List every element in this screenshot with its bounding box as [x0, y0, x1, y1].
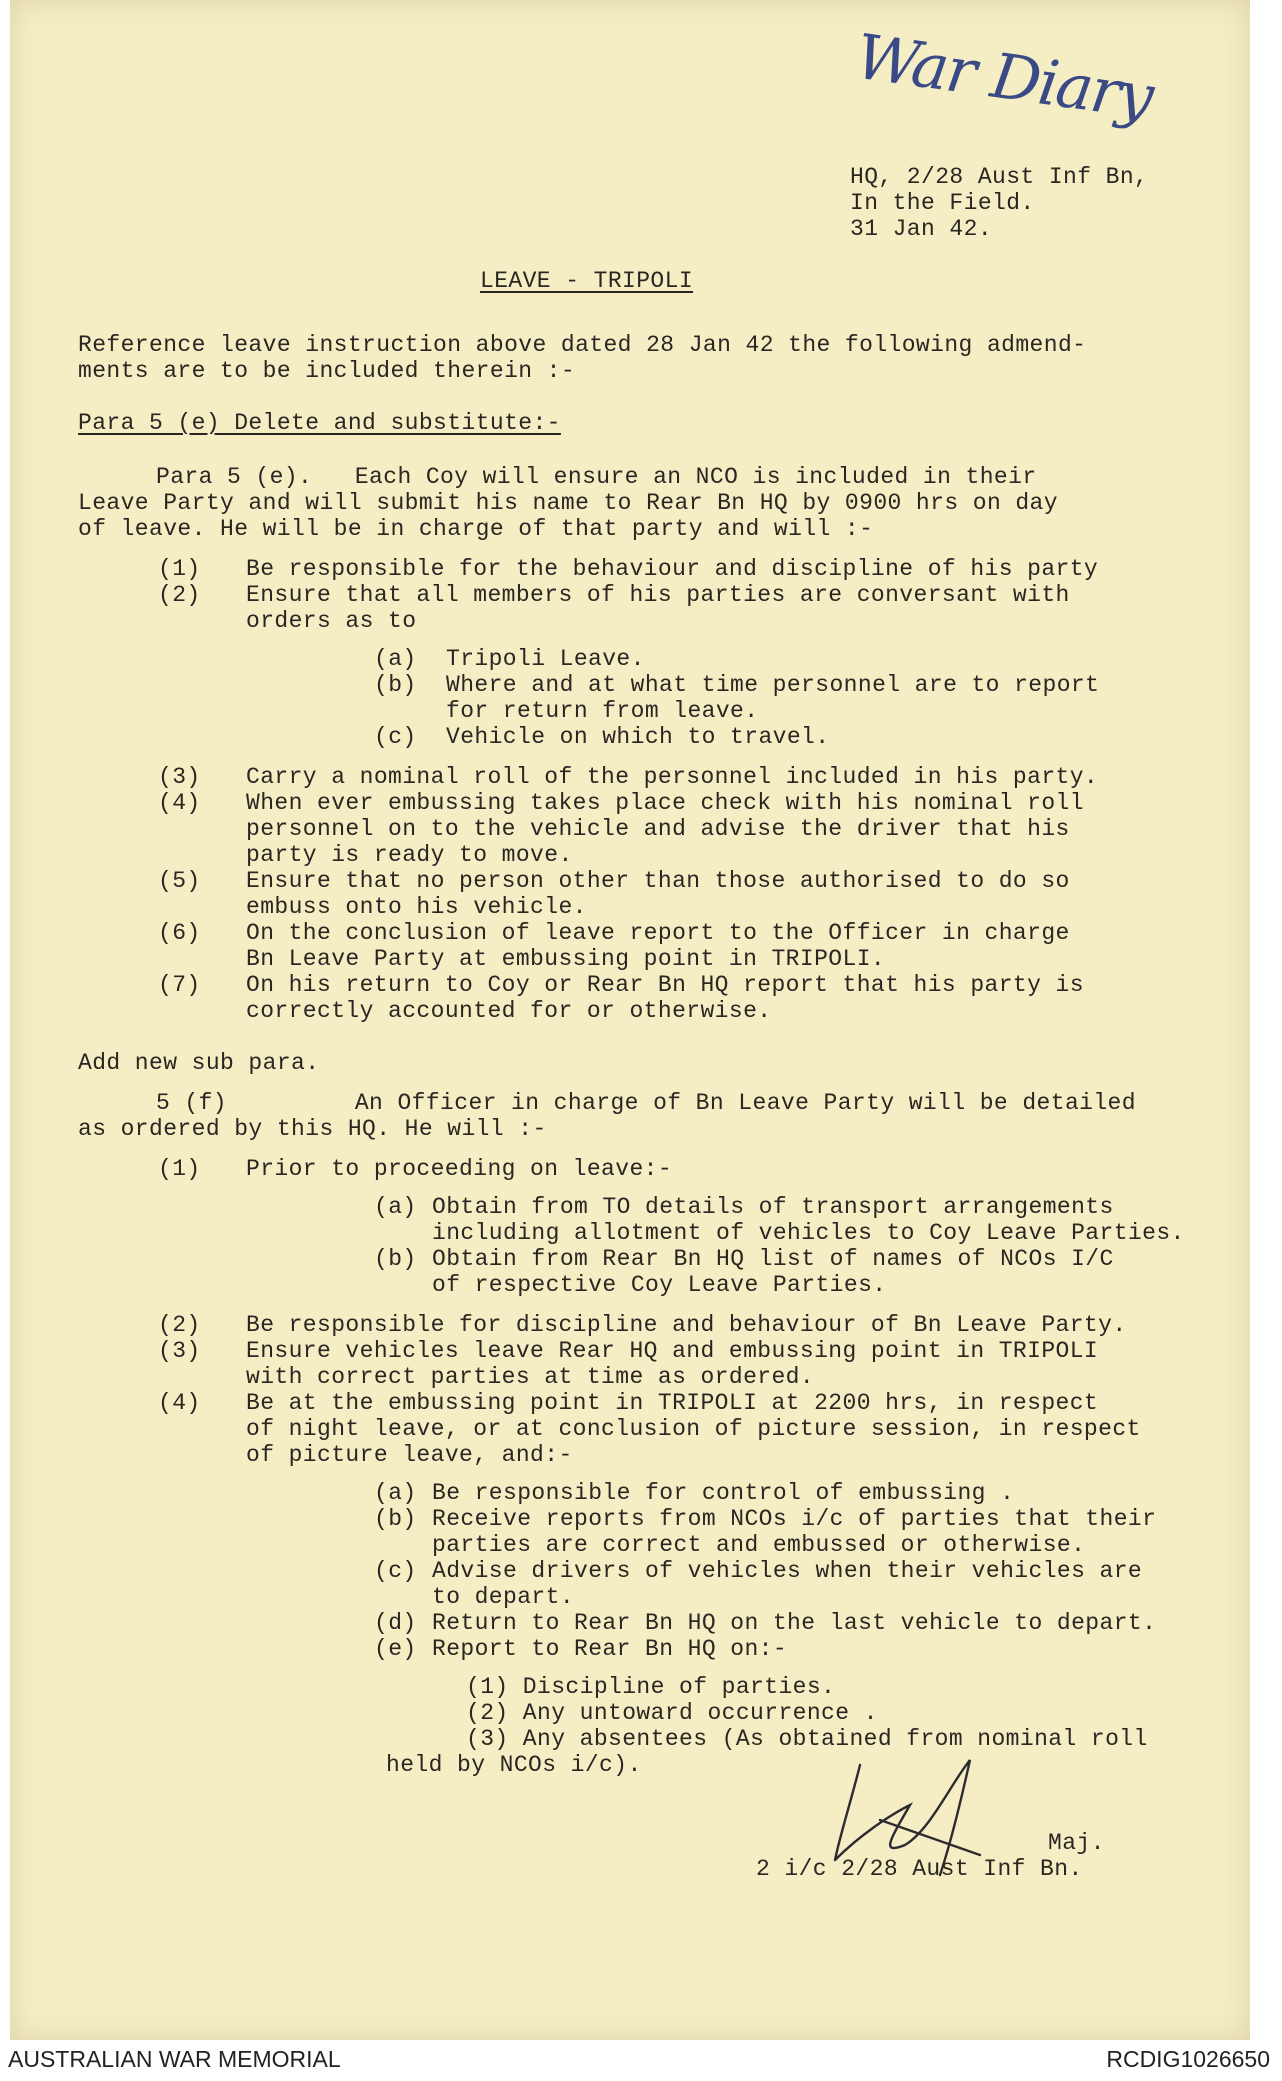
sub-text: of respective Coy Leave Parties.: [432, 1272, 887, 1298]
item-text: Be at the embussing point in TRIPOLI at 2200 hrs, in respect: [246, 1390, 1099, 1416]
sub-text: Be responsible for control of embussing .: [432, 1480, 1015, 1506]
sub-number: (c): [374, 1558, 417, 1584]
item-text: On the conclusion of leave report to the Officer in charge: [246, 920, 1070, 946]
item-text: Ensure that no person other than those authorised to do so: [246, 868, 1070, 894]
sub-text: to depart.: [432, 1584, 575, 1610]
item-text: On his return to Coy or Rear Bn HQ report that his party is: [246, 972, 1084, 998]
sub-text: Vehicle on which to travel.: [446, 724, 830, 750]
sub-number: (c): [374, 724, 417, 750]
sub-text: Advise drivers of vehicles when their vehicles are: [432, 1558, 1143, 1584]
item-text: Bn Leave Party at embussing point in TRIPOLI.: [246, 946, 886, 972]
item-text: orders as to: [246, 608, 417, 634]
sub-text: parties are correct and embussed or otherwise.: [432, 1532, 1086, 1558]
item-number: (3): [158, 1338, 201, 1364]
sub-number: (a): [374, 1480, 417, 1506]
sub-text: Where and at what time personnel are to report: [446, 672, 1100, 698]
item-text: of night leave, or at conclusion of picture session, in respect: [246, 1416, 1141, 1442]
item-number: (1): [158, 1156, 201, 1182]
item-text: Prior to proceeding on leave:-: [246, 1156, 673, 1182]
item-number: (4): [158, 1390, 201, 1416]
item-number: (3): [158, 764, 201, 790]
handwritten-note: War Diary: [851, 19, 1157, 134]
item-text: correctly accounted for or otherwise.: [246, 998, 772, 1024]
para5e-line: Para 5 (e). Each Coy will ensure an NCO is included in their: [156, 464, 1037, 490]
sub-text: Return to Rear Bn HQ on the last vehicle to depart.: [432, 1610, 1157, 1636]
item-text: of picture leave, and:-: [246, 1442, 573, 1468]
intro-line: Reference leave instruction above dated 28 Jan 42 the following admend-: [78, 332, 1087, 358]
item-text: Ensure that all members of his parties are conversant with: [246, 582, 1070, 608]
para5e-line: Leave Party and will submit his name to Rear Bn HQ by 0900 hrs on day: [78, 490, 1058, 516]
sub-text: Obtain from TO details of transport arrangements: [432, 1194, 1114, 1220]
sub-text: Receive reports from NCOs i/c of parties that their: [432, 1506, 1157, 1532]
item-text: Be responsible for the behaviour and discipline of his party: [246, 556, 1099, 582]
report-item: (3) Any absentees (As obtained from nominal roll: [466, 1726, 1148, 1752]
header-location: In the Field.: [850, 190, 1035, 216]
item-number: (5): [158, 868, 201, 894]
sub-text: Report to Rear Bn HQ on:-: [432, 1636, 788, 1662]
item-number: (6): [158, 920, 201, 946]
report-tail: held by NCOs i/c).: [386, 1752, 642, 1778]
item-text: embuss onto his vehicle.: [246, 894, 587, 920]
sub-text: Tripoli Leave.: [446, 646, 645, 672]
signature-rank: Maj.: [1048, 1830, 1105, 1856]
header-date: 31 Jan 42.: [850, 216, 993, 242]
item-text: When ever embussing takes place check with his nominal roll: [246, 790, 1084, 816]
item-text: Ensure vehicles leave Rear HQ and embussing point in TRIPOLI: [246, 1338, 1099, 1364]
signature-position: 2 i/c 2/28 Aust Inf Bn.: [756, 1856, 1083, 1882]
footer-institution: AUSTRALIAN WAR MEMORIAL: [8, 2046, 341, 2072]
header-unit: HQ, 2/28 Aust Inf Bn,: [850, 164, 1149, 190]
item-text: personnel on to the vehicle and advise the driver that his: [246, 816, 1070, 842]
sub-text: for return from leave.: [446, 698, 759, 724]
item-number: (1): [158, 556, 201, 582]
sub-text: Obtain from Rear Bn HQ list of names of NCOs I/C: [432, 1246, 1114, 1272]
sub-number: (d): [374, 1610, 417, 1636]
sub-number: (a): [374, 1194, 417, 1220]
sub-number: (b): [374, 1246, 417, 1272]
item-number: (2): [158, 582, 201, 608]
sub-number: (b): [374, 672, 417, 698]
sub-number: (e): [374, 1636, 417, 1662]
item-number: (7): [158, 972, 201, 998]
intro-line: ments are to be included therein :-: [78, 358, 576, 384]
footer-reference: RCDIG1026650: [1106, 2046, 1270, 2072]
item-text: Be responsible for discipline and behaviour of Bn Leave Party.: [246, 1312, 1127, 1338]
sub-number: (b): [374, 1506, 417, 1532]
item-number: (4): [158, 790, 201, 816]
item-text: with correct parties at time as ordered.: [246, 1364, 815, 1390]
report-item: (2) Any untoward occurrence .: [466, 1700, 878, 1726]
para5e-heading: Para 5 (e) Delete and substitute:-: [78, 410, 561, 436]
item-number: (2): [158, 1312, 201, 1338]
para5e-line: of leave. He will be in charge of that party and will :-: [78, 516, 874, 542]
sub-text: including allotment of vehicles to Coy Leave Parties.: [432, 1220, 1185, 1246]
add-heading: Add new sub para.: [78, 1050, 320, 1076]
report-item: (1) Discipline of parties.: [466, 1674, 836, 1700]
item-text: party is ready to move.: [246, 842, 573, 868]
item-text: Carry a nominal roll of the personnel included in his party.: [246, 764, 1099, 790]
sub-number: (a): [374, 646, 417, 672]
para5f-line: 5 (f) An Officer in charge of Bn Leave Party will be detailed: [156, 1090, 1136, 1116]
page-title: LEAVE - TRIPOLI: [480, 268, 694, 294]
para5f-line: as ordered by this HQ. He will :-: [78, 1116, 547, 1142]
